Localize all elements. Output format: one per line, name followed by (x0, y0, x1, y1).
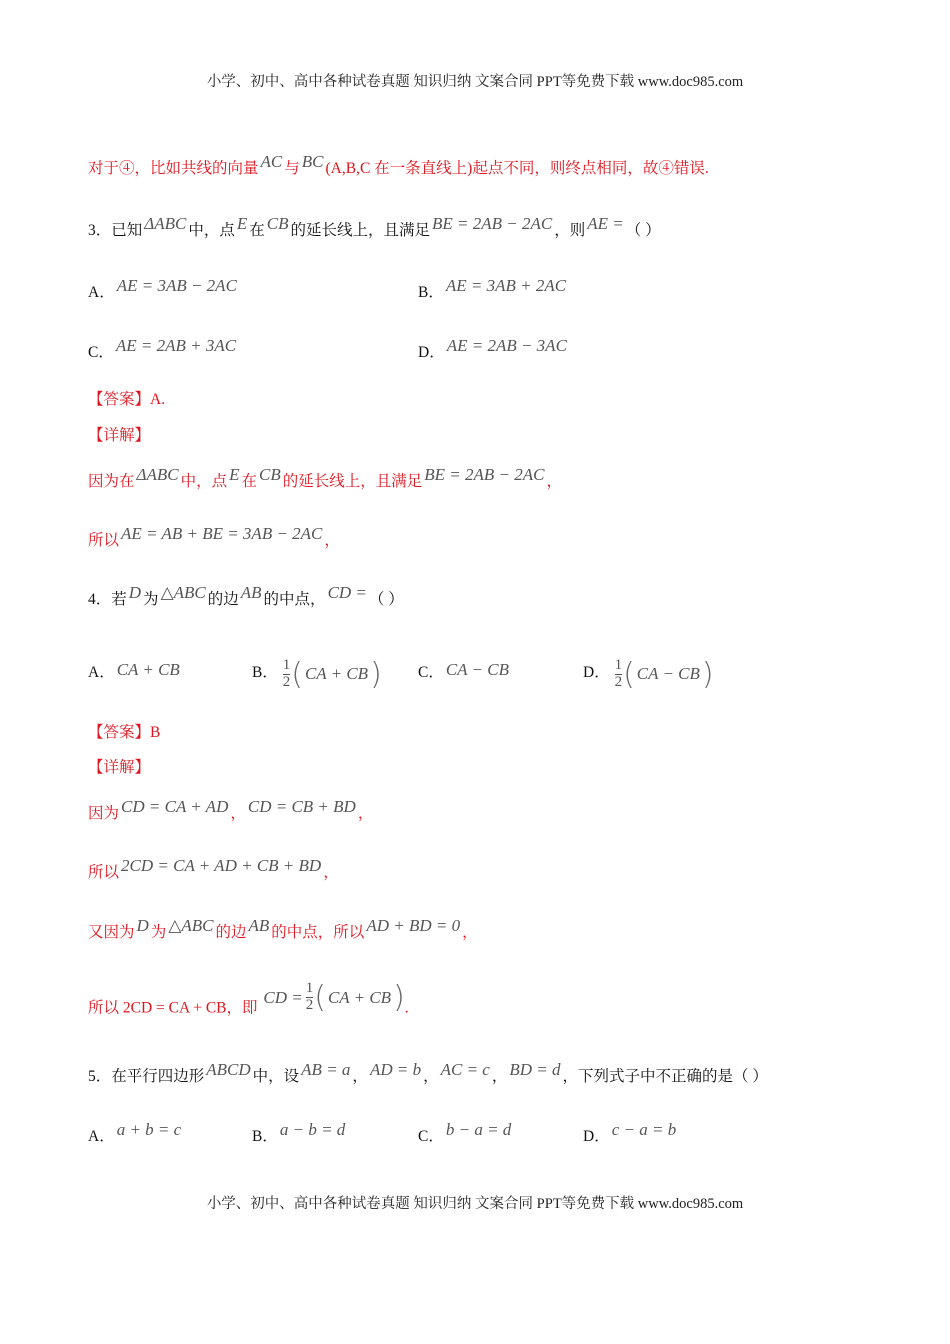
s-math: D (136, 916, 149, 935)
right-paren: ) (393, 980, 405, 1015)
q5-option-d[interactable] (583, 1120, 678, 1146)
option-label: A． (88, 1128, 115, 1145)
q5-math: BD = d (509, 1060, 561, 1079)
s-math: ΔABC (136, 465, 179, 484)
s-text: ， (357, 805, 374, 822)
intro-text-1: 对于④，比如共线的向量 (88, 160, 259, 177)
option-label: B． (252, 1128, 278, 1145)
page-header: 小学、初中、高中各种试卷真题 知识归纳 文案合同 PPT等免费下载 www.doc985.com (206, 74, 744, 90)
q4-math: △ABC (160, 583, 206, 602)
q4-math: CD = (327, 583, 367, 602)
s-math: CB (259, 465, 281, 484)
option-expr: AE = 3AB + 2AC (445, 276, 567, 295)
q4-option-c[interactable] (418, 660, 511, 682)
q5-text: ， (423, 1068, 439, 1085)
s-text: 的中点，所以 (271, 924, 365, 941)
q4-solution-line-3 (88, 916, 478, 942)
q5-math: AC = c (440, 1060, 490, 1079)
fraction (283, 658, 291, 691)
option-expr (282, 657, 382, 692)
left-paren: ( (291, 656, 303, 692)
s-text: 因为 (88, 805, 120, 822)
q3-ask: AE = (587, 214, 624, 233)
s-math (261, 980, 404, 1015)
s-text: ， (546, 473, 563, 490)
s-text: ， (323, 864, 339, 881)
q3-condition: BE = 2AB − 2AC (432, 214, 553, 233)
q5-math: ABCD (206, 1060, 251, 1079)
q4-option-b[interactable] (252, 656, 382, 700)
option-expr: AE = 2AB + 3AC (115, 336, 237, 355)
q3-text-5: ，则 (554, 222, 586, 239)
numerator: 1 (614, 657, 623, 673)
s-math: 2CD = CA + AD + CB + BD (121, 856, 322, 875)
s-text: 因为在 (88, 473, 135, 490)
q5-text: ， (491, 1068, 508, 1085)
s-math: BE = 2AB − 2AC (424, 465, 545, 484)
q4-math: D (128, 583, 142, 602)
inner-expr: CA + CB (304, 664, 369, 684)
q5-option-a[interactable] (88, 1120, 183, 1146)
s-text: 又因为 (88, 924, 135, 941)
q3-text-1: 3．已知 (88, 222, 143, 239)
option-label: B． (252, 664, 278, 681)
q5-text: ，下列式子中不正确的是（ ） (562, 1068, 768, 1085)
vector-bc: BC (301, 152, 324, 171)
q3-text-2: 中，点 (188, 222, 235, 239)
q3-option-b[interactable] (418, 276, 568, 302)
s-math: AB (248, 916, 270, 935)
q3-solution-line-1 (88, 465, 563, 491)
q4-text: （ ） (368, 591, 404, 608)
left-paren: ( (623, 656, 635, 692)
lhs: CD = (263, 987, 303, 1007)
option-expr: a − b = d (279, 1120, 346, 1139)
q3-segment-cb: CB (266, 214, 289, 233)
s-text: 的延长线上，且满足 (282, 473, 423, 490)
q4-math: AB (240, 583, 262, 602)
option-expr: b − a = d (445, 1120, 512, 1139)
intro-text-3: (A,B,C 在一条直线上)起点不同，则终点相同，故④错误. (325, 160, 709, 177)
denominator: 2 (614, 673, 623, 690)
s-text: . (404, 999, 409, 1017)
s-math: △ABC (168, 916, 214, 935)
denominator: 2 (282, 673, 291, 690)
s-math: CD = CA + AD (121, 797, 229, 816)
left-paren: ( (314, 980, 326, 1015)
intro-text-2: 与 (284, 160, 300, 177)
fraction (615, 658, 623, 691)
s-text: 所以 2CD = CA + CB，即 (88, 999, 258, 1017)
s-text: 所以 (88, 532, 120, 549)
option-label: C． (418, 1128, 444, 1145)
q3-solution-line-2 (88, 524, 340, 550)
s-text: 中，点 (180, 473, 228, 490)
s-text: ， (230, 805, 246, 822)
q3-option-c[interactable] (88, 336, 238, 362)
q3-option-a[interactable] (88, 276, 239, 302)
s-text: ， (324, 532, 340, 549)
inner-expr: CA − CB (636, 664, 700, 684)
q4-solution-line-4 (88, 980, 409, 1025)
q3-detail-heading: 【详解】 (88, 427, 151, 444)
s-text: ， (462, 924, 478, 941)
s-math: E (229, 465, 240, 484)
option-label: C． (418, 664, 444, 681)
page-footer: 小学、初中、高中各种试卷真题 知识归纳 文案合同 PPT等免费下载 www.doc985.com (206, 1196, 744, 1212)
right-paren: ) (370, 656, 382, 692)
option-expr: c − a = b (611, 1120, 677, 1139)
option-expr (614, 657, 714, 692)
denominator: 2 (305, 997, 314, 1013)
option-expr: CA + CB (116, 660, 180, 679)
q4-answer: 【答案】B (88, 724, 161, 741)
vector-ac: AC (260, 152, 283, 171)
q3-point-e: E (236, 214, 248, 233)
s-text: 的边 (215, 924, 247, 941)
s-math: CD = CB + BD (247, 797, 356, 816)
option-label: A． (88, 284, 115, 301)
question-5-stem (88, 1060, 768, 1086)
q3-triangle: ΔABC (144, 214, 187, 233)
q5-text: 中，设 (252, 1068, 300, 1085)
question-4-stem (88, 583, 404, 609)
option-label: A． (88, 664, 115, 681)
q3-answer: 【答案】A. (88, 391, 166, 408)
option-label: B． (418, 284, 444, 301)
q5-option-b[interactable] (252, 1120, 347, 1146)
option-expr: CA − CB (445, 660, 509, 679)
q3-paren: （ ） (625, 222, 661, 239)
q3-text-3: 在 (249, 222, 265, 239)
q5-math: AD = b (369, 1060, 422, 1079)
option-expr: AE = 2AB − 3AC (446, 336, 567, 355)
q4-solution-line-2 (88, 856, 339, 882)
numerator: 1 (282, 657, 291, 673)
option-label: D． (418, 344, 445, 361)
inner-expr: CA + CB (327, 987, 392, 1007)
q4-detail-heading: 【详解】 (88, 759, 151, 776)
question-3-stem (88, 214, 661, 240)
s-math: AE = AB + BE = 3AB − 2AC (121, 524, 323, 543)
option-label: D． (583, 664, 610, 681)
s-math: AD + BD = 0 (366, 916, 461, 935)
option-label: D． (583, 1128, 610, 1145)
option-label: C． (88, 344, 114, 361)
q5-option-c[interactable] (418, 1120, 513, 1146)
q4-text: 为 (143, 591, 159, 608)
right-paren: ) (701, 656, 714, 692)
q4-text: 4．若 (88, 591, 127, 608)
option-expr: a + b = c (116, 1120, 182, 1139)
q4-option-a[interactable] (88, 660, 182, 682)
fraction (306, 981, 314, 1014)
q5-text: ， (352, 1068, 368, 1085)
q4-text: 的边 (207, 591, 239, 608)
q5-math: AB = a (301, 1060, 351, 1079)
q3-option-d[interactable] (418, 336, 569, 362)
q4-option-d[interactable] (583, 656, 714, 700)
q5-text: 5．在平行四边形 (88, 1068, 205, 1085)
numerator: 1 (305, 980, 314, 997)
s-text: 所以 (88, 864, 120, 881)
q4-text: 的中点， (263, 591, 326, 608)
q3-text-4: 的延长线上，且满足 (290, 222, 431, 239)
s-text: 为 (150, 924, 167, 941)
q4-solution-line-1 (88, 797, 374, 823)
option-expr: AE = 3AB − 2AC (116, 276, 237, 295)
s-text: 在 (241, 473, 258, 490)
intro-line (88, 152, 709, 178)
